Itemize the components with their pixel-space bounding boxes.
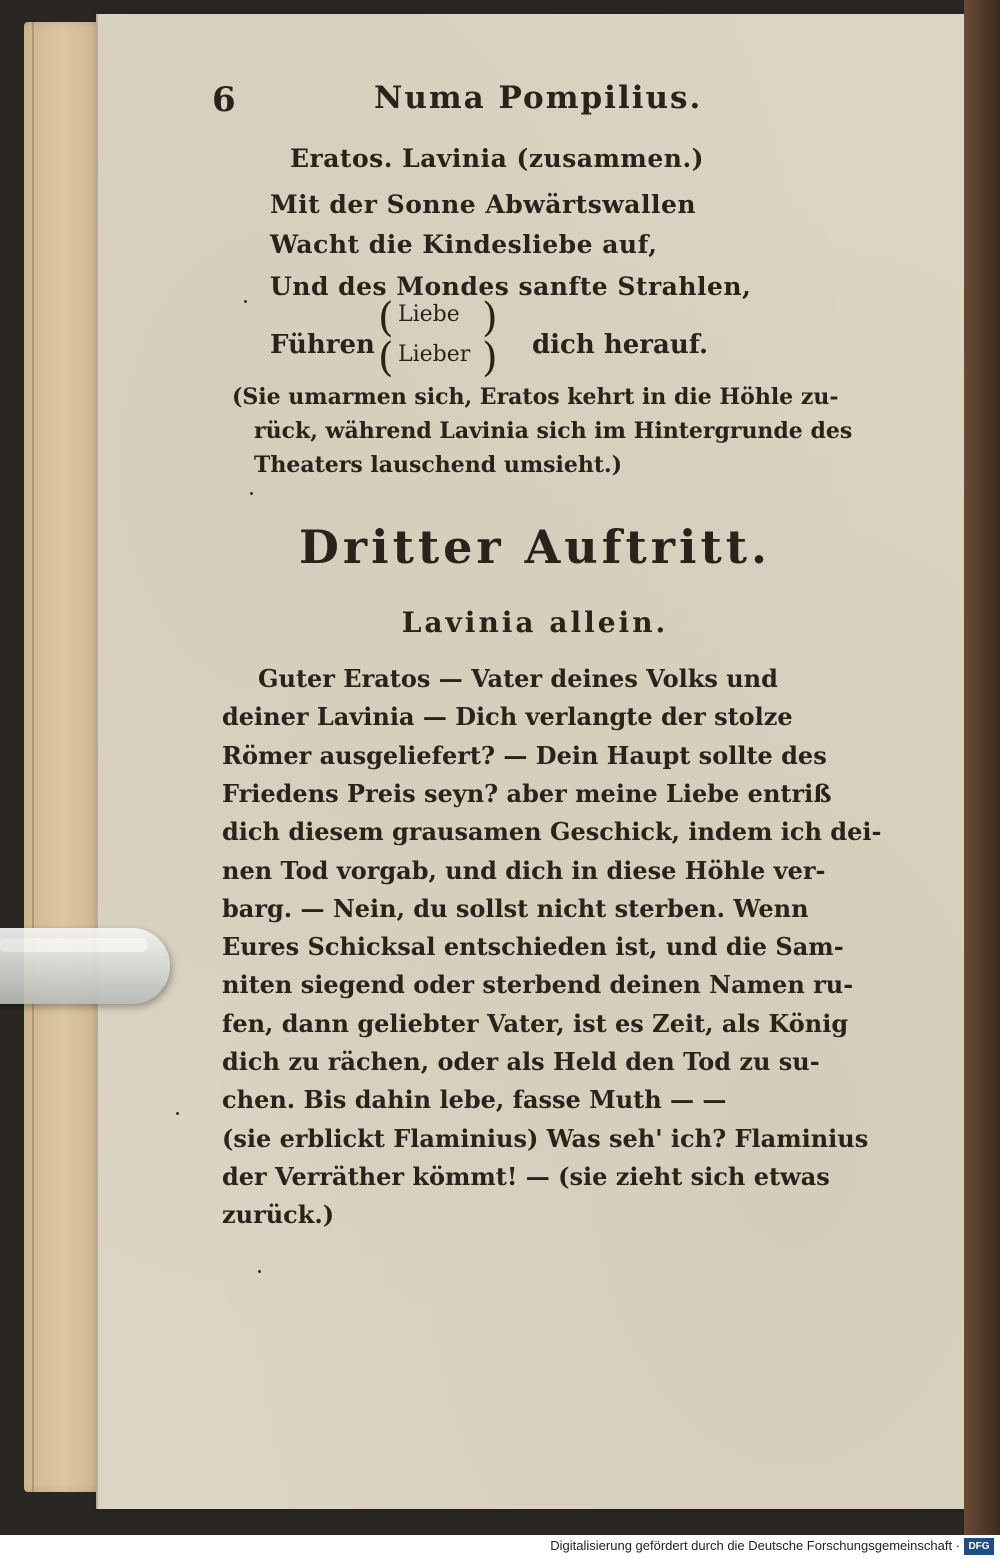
verse-alternative-2: Lieber (398, 342, 471, 367)
verse-line-start: Führen (270, 330, 375, 360)
page-number: 6 (212, 80, 236, 120)
scene-title: Dritter Auftritt. (298, 520, 771, 574)
verse-alternative-1: Liebe (398, 302, 460, 327)
verse-line: Und des Mondes sanfte Strahlen, (270, 272, 752, 301)
page-holder-clip (0, 928, 170, 1004)
footer-credit: Digitalisierung gefördert durch die Deutsche Forschungsgemeinschaft · (550, 1538, 960, 1553)
book-binding-edge (964, 0, 1000, 1535)
body-line: Guter Eratos — Vater deines Volks und (258, 664, 778, 693)
body-line: Friedens Preis seyn? aber meine Liebe entriß (222, 779, 832, 808)
body-line: dich diesem grausamen Geschick, indem ich dei- (222, 817, 882, 846)
paren-close: ) (482, 335, 498, 381)
ink-speck (258, 1270, 261, 1273)
stage-direction-line: rück, während Lavinia sich im Hintergrunde des (254, 418, 853, 444)
body-line: nen Tod vorgab, und dich in diese Höhle ver- (222, 856, 826, 885)
stage-direction-line: Theaters lauschend umsieht.) (254, 452, 623, 478)
ink-speck (250, 492, 253, 495)
paren-open: ( (378, 335, 394, 381)
verse-line: Wacht die Kindesliebe auf, (270, 230, 658, 259)
body-line: deiner Lavinia — Dich verlangte der stolze (222, 702, 793, 731)
dfg-logo: DFG (964, 1538, 994, 1555)
stage-direction-line: (Sie umarmen sich, Eratos kehrt in die Höhle zu- (232, 384, 839, 410)
body-line: der Verräther kömmt! — (sie zieht sich etwas (222, 1162, 830, 1191)
ink-speck (244, 300, 247, 303)
body-line: Römer ausgeliefert? — Dein Haupt sollte des (222, 741, 827, 770)
ink-speck (176, 1112, 179, 1115)
running-title: Numa Pompilius. (374, 80, 703, 116)
body-line: (sie erblickt Flaminius) Was seh' ich? Flaminius (222, 1124, 869, 1153)
verse-speakers: Eratos. Lavinia (zusammen.) (290, 144, 705, 173)
scene-subtitle: Lavinia allein. (401, 606, 669, 639)
body-line: fen, dann geliebter Vater, ist es Zeit, als König (222, 1009, 849, 1038)
body-line: barg. — Nein, du sollst nicht sterben. Wenn (222, 894, 809, 923)
paren-close: ) (482, 295, 498, 341)
verse-line-end: dich herauf. (532, 330, 709, 360)
body-line: chen. Bis dahin lebe, fasse Muth — — (222, 1085, 727, 1114)
body-line: niten siegend oder sterbend deinen Namen ru- (222, 970, 854, 999)
body-line: dich zu rächen, oder als Held den Tod zu su- (222, 1047, 820, 1076)
body-line: zurück.) (222, 1200, 335, 1229)
body-line: Eures Schicksal entschieden ist, und die Sam- (222, 932, 844, 961)
paren-open: ( (378, 295, 394, 341)
footer-bar (0, 1535, 1000, 1559)
verse-line: Mit der Sonne Abwärtswallen (270, 190, 697, 219)
